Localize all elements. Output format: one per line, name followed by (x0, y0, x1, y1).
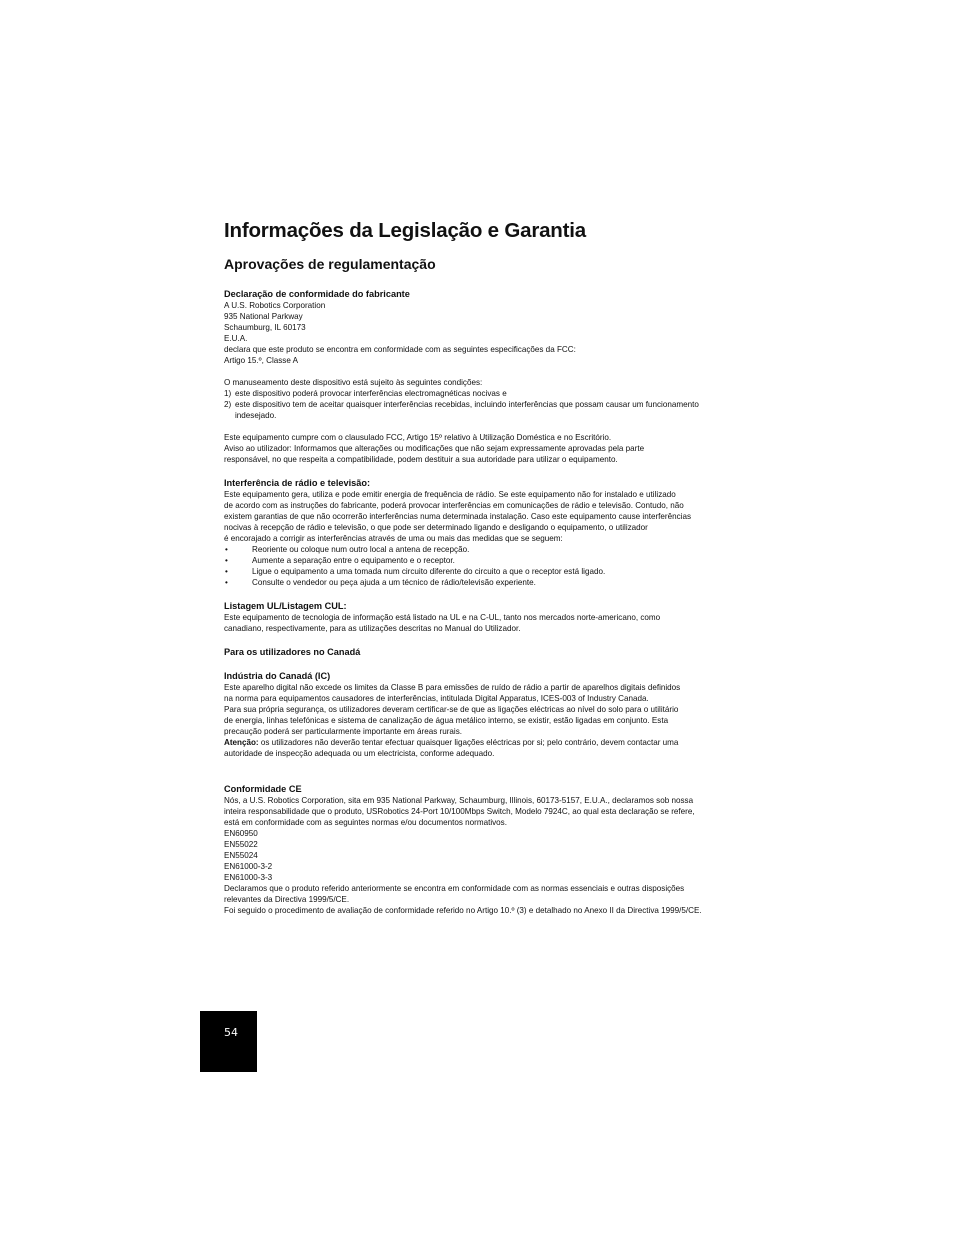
condition-text: este dispositivo tem de aceitar quaisquer interferências recebidas, incluindo interferências que possam causar um funcionamento indesejado. (235, 400, 699, 420)
bullet-icon: • (225, 567, 228, 576)
paragraph-line: de acordo com as instruções do fabricante, poderá provocar interferências em comunicações de rádio e televisão. Contudo, não (224, 501, 684, 510)
paragraph-line: canadiano, respectivamente, para as utilizações descritas no Manual do Utilizador. (224, 624, 521, 633)
paragraph-line: Para sua própria segurança, os utilizadores deveram certificar-se de que as ligações eléctricas ao nível do solo para o utilitário (224, 705, 679, 714)
paragraph-line: Este aparelho digital não excede os limites da Classe B para emissões de ruído de rádio a partir de aparelhos digitais definidos (224, 683, 681, 692)
paragraph-line: nocivas à recepção de rádio e televisão, o que pode ser determinado ligando e desligando o equipamento, o utilizador (224, 523, 648, 532)
section-heading: Declaração de conformidade do fabricante (224, 289, 410, 299)
paragraph-line: existem garantias de que não ocorrerão interferências numa determinada instalação. Caso este equipamento cause interferências (224, 512, 692, 521)
paragraph-line: Declaramos que o produto referido anteriormente se encontra em conformidade com as normas essenciais e outras disposições (224, 884, 685, 893)
compliance-line: Aviso ao utilizador: Informamos que alterações ou modificações que não sejam expressamente aprovadas pela parte (224, 444, 645, 453)
address-line: Schaumburg, IL 60173 (224, 323, 306, 332)
declaration-line: declara que este produto se encontra em conformidade com as seguintes especificações da FCC: (224, 345, 576, 354)
condition-number: 2) (224, 400, 232, 409)
section-ce-conformity (224, 783, 734, 916)
list-item: • Reoriente ou coloque num outro local a antena de recepção. (225, 545, 470, 554)
page-content (224, 216, 734, 916)
compliance-line: Este equipamento cumpre com o clausulado FCC, Artigo 15º relativo à Utilização Doméstica e no Escritório. (224, 433, 612, 442)
bullet-icon: • (225, 545, 228, 554)
page-number: 54 (224, 1026, 238, 1039)
paragraph-line: precaução poderá ser particularmente importante em áreas rurais. (224, 727, 462, 736)
warning-line: Atenção: os utilizadores não deverão tentar efectuar quaisquer ligações eléctricas por si; pelo contrário, devem contactar uma (224, 738, 679, 747)
warning-label: Atenção: (224, 738, 259, 747)
paragraph-line: na norma para equipamentos causadores de interferências, intitulada Digital Apparatus, ICES-003 of Industry Canada. (224, 694, 649, 703)
list-item: • Ligue o equipamento a uma tomada num circuito diferente do circuito a que o receptor está ligado. (225, 567, 606, 576)
section-ul-listing (224, 600, 734, 634)
address-line: A U.S. Robotics Corporation (224, 301, 326, 310)
bullet-icon: • (225, 578, 228, 587)
address-line: 935 National Parkway (224, 312, 303, 321)
list-item: • Aumente a separação entre o equipamento e o receptor. (225, 556, 455, 565)
section-heading: Conformidade CE (224, 784, 302, 794)
section-heading: Interferência de rádio e televisão: (224, 478, 371, 488)
bullet-icon: • (225, 556, 228, 565)
warning-line: autoridade de inspecção adequada ou um electricista, conforme adequado. (224, 749, 495, 758)
list-item: • Consulte o vendedor ou peça ajuda a um técnico de rádio/televisão experiente. (225, 578, 536, 587)
standard-item: EN55022 (224, 840, 258, 849)
condition-item (224, 388, 734, 399)
section-radio-tv-interference (224, 477, 734, 588)
condition-text: este dispositivo poderá provocar interferências electromagnéticas nocivas e (235, 389, 507, 398)
standard-item: EN61000-3-2 (224, 862, 273, 871)
page-subtitle: Aprovações de regulamentação (224, 256, 436, 272)
standard-item: EN61000-3-3 (224, 873, 273, 882)
paragraph-line: Nós, a U.S. Robotics Corporation, sita em 935 National Parkway, Schaumburg, Illinois, 60173-5157, E.U.A., declaramos sob nossa (224, 796, 694, 805)
paragraph-line: Foi seguido o procedimento de avaliação de conformidade referido no Artigo 10.º (3) e detalhado no Anexo II da Directiva 1999/5/CE. (224, 906, 702, 915)
address-line: E.U.A. (224, 334, 248, 343)
section-manufacturer-declaration (224, 288, 734, 465)
standards-list (224, 828, 734, 883)
page-title: Informações da Legislação e Garantia (224, 219, 586, 242)
section-industry-canada (224, 670, 734, 759)
paragraph-line: de energia, linhas telefónicas e sistema de canalização de água metálico interno, se existir, estão ligadas em conjunto. Esta (224, 716, 669, 725)
condition-item (224, 399, 705, 421)
paragraph-line: Este equipamento de tecnologia de informação está listado na UL e na C-UL, tanto nos mercados norte-americano, como (224, 613, 661, 622)
section-canada-users (224, 646, 734, 658)
condition-number: 1) (224, 389, 232, 398)
paragraph-line: está em conformidade com as seguintes normas e/ou documentos normativos. (224, 818, 507, 827)
paragraph-line: inteira responsabilidade que o produto, USRobotics 24-Port 10/100Mbps Switch, Modelo 7924C, ao qual esta declaração se refere, (224, 807, 695, 816)
standard-item: EN55024 (224, 851, 258, 860)
standard-item: EN60950 (224, 829, 258, 838)
paragraph-line: relevantes da Directiva 1999/5/CE. (224, 895, 350, 904)
paragraph-line: é encorajado a corrigir as interferências através de uma ou mais das medidas que se seguem: (224, 534, 563, 543)
section-heading: Indústria do Canadá (IC) (224, 671, 331, 681)
declaration-line: Artigo 15.º, Classe A (224, 356, 299, 365)
measures-list (224, 544, 734, 588)
page-number-tab (200, 1011, 257, 1072)
compliance-line: responsável, no que respeita a compatibilidade, podem destituir a sua autoridade para utilizar o equipamento. (224, 455, 618, 464)
paragraph-line: Este equipamento gera, utiliza e pode emitir energia de frequência de rádio. Se este equipamento não for instalado e utilizado (224, 490, 676, 499)
conditions-intro: O manuseamento deste dispositivo está sujeito às seguintes condições: (224, 378, 483, 387)
section-heading: Listagem UL/Listagem CUL: (224, 601, 347, 611)
section-heading: Para os utilizadores no Canadá (224, 647, 361, 657)
manufacturer-address (224, 300, 734, 344)
